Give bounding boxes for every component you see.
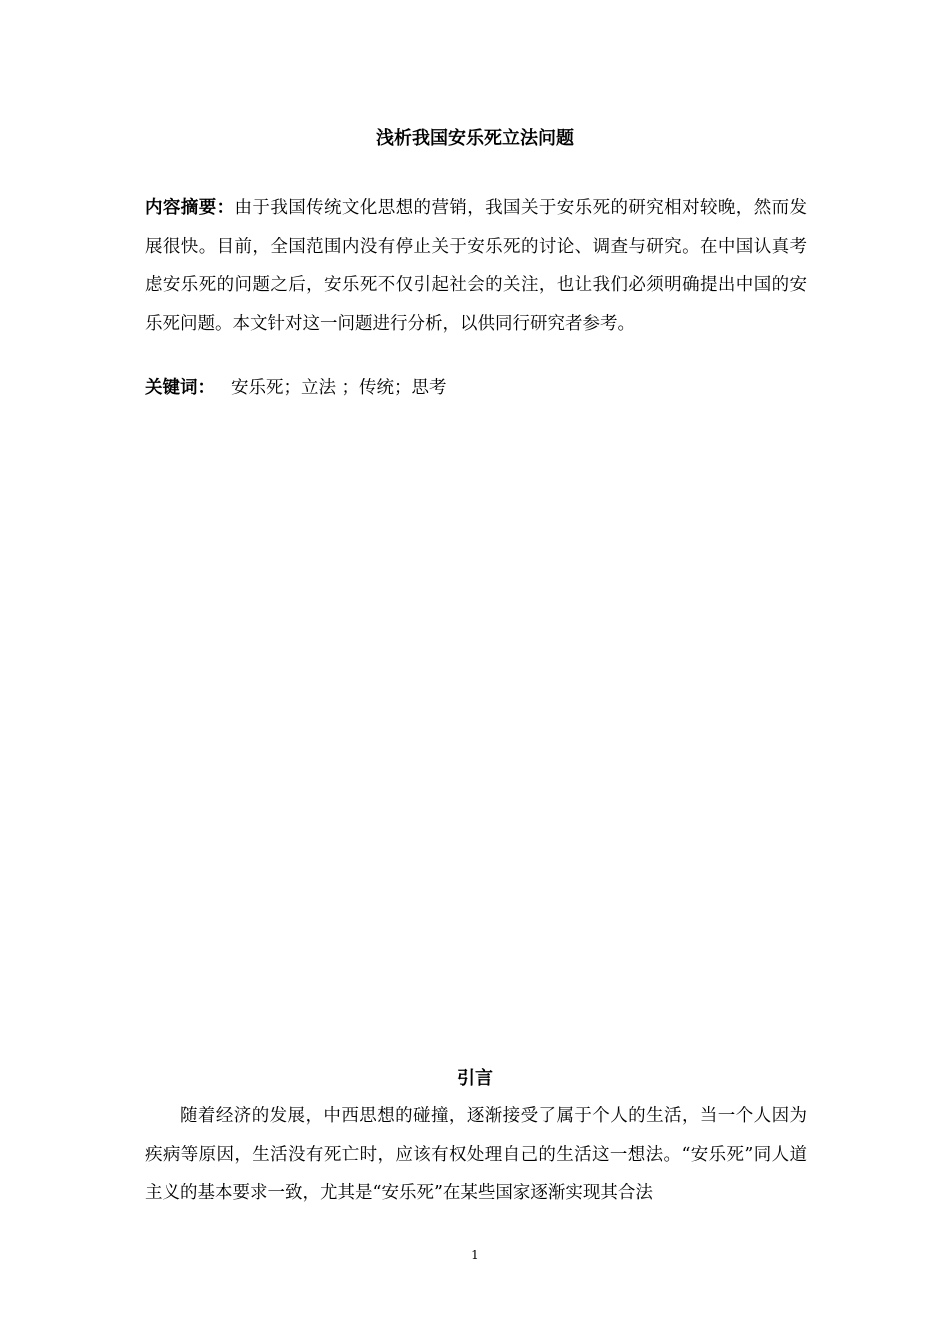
introduction-heading: 引言 xyxy=(457,1068,493,1089)
keywords-text: 安乐死；立法 ；传统；思考 xyxy=(231,378,447,398)
abstract-label: 内容摘要： xyxy=(145,198,235,218)
abstract-paragraph xyxy=(145,189,807,343)
keywords-label: 关键词： xyxy=(145,378,215,398)
document-title: 浅析我国安乐死立法问题 xyxy=(376,128,574,149)
page-number: 1 xyxy=(471,1248,479,1262)
keywords-line xyxy=(145,373,807,403)
introduction-paragraph: 随着经济的发展，中西思想的碰撞，逐渐接受了属于个人的生活，当一个人因为疾病等原因，生活没有死亡时，应该有权处理自己的生活这一想法。“安乐死”同人道主义的基本要求一致，尤其是“安乐死”在某些国家逐渐实现其合法 xyxy=(145,1106,807,1203)
abstract-text: 由于我国传统文化思想的营销，我国关于安乐死的研究相对较晚，然而发展很快。目前，全国范围内没有停止关于安乐死的讨论、调查与研究。在中国认真考虑安乐死的问题之后，安乐死不仅引起社会的关注，也让我们必须明确提出中国的安乐死问题。本文针对这一问题进行分析，以供同行研究者参考。 xyxy=(145,198,807,334)
